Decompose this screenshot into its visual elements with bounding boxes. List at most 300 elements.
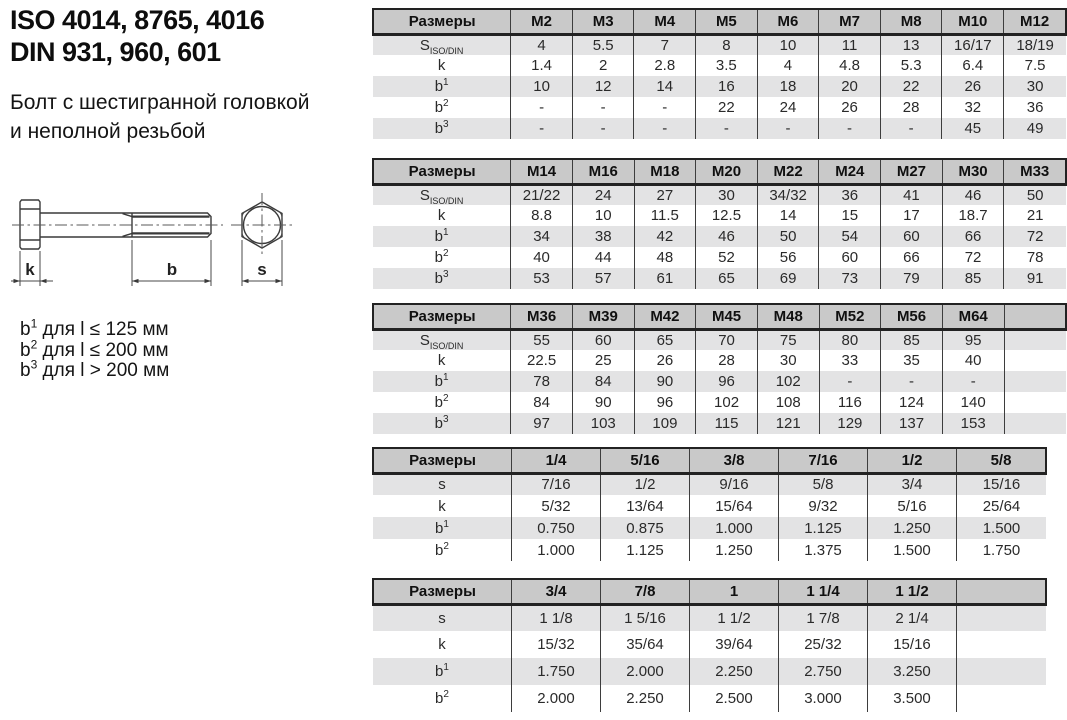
row-label <box>373 34 511 55</box>
value-cell: 40 <box>511 247 573 268</box>
column-header: M8 <box>880 9 942 34</box>
value-cell: 97 <box>511 413 573 434</box>
value-cell: 12 <box>572 76 634 97</box>
value-cell: 2.250 <box>601 685 690 712</box>
column-header: M27 <box>881 159 943 184</box>
value-cell-empty <box>1004 413 1066 434</box>
value-cell: 61 <box>634 268 696 289</box>
value-cell: 2.500 <box>690 685 779 712</box>
value-cell: 1 5/16 <box>601 604 690 631</box>
column-header-empty <box>1004 304 1066 329</box>
value-cell: - <box>634 118 696 139</box>
footnote-superscript: 2 <box>30 337 38 352</box>
value-cell: 60 <box>819 247 881 268</box>
column-header: M45 <box>696 304 758 329</box>
footnote-text: для l ≤ 125 мм <box>37 319 169 340</box>
value-cell-empty <box>957 658 1047 685</box>
value-cell: 24 <box>757 97 819 118</box>
value-cell: 1.000 <box>512 539 601 561</box>
table-row <box>373 473 1046 495</box>
column-header: M48 <box>757 304 819 329</box>
row-label <box>373 631 512 658</box>
value-cell: 14 <box>634 76 696 97</box>
value-cell: 75 <box>757 329 819 350</box>
row-label <box>373 118 511 139</box>
row-label <box>373 392 511 413</box>
value-cell: 1 1/8 <box>512 604 601 631</box>
column-header: M30 <box>942 159 1004 184</box>
value-cell: 1.125 <box>779 517 868 539</box>
column-header: 1/2 <box>868 448 957 473</box>
row-label <box>373 76 511 97</box>
value-cell: 13/64 <box>601 495 690 517</box>
value-cell: 36 <box>1004 97 1066 118</box>
row-label-header: Размеры <box>373 579 512 604</box>
footnote-text: для l ≤ 200 мм <box>37 339 169 361</box>
row-label-superscript: 2 <box>443 689 449 700</box>
column-header: M52 <box>819 304 881 329</box>
footnote-base: b <box>20 360 31 381</box>
value-cell: 1 7/8 <box>779 604 868 631</box>
value-cell: 5/32 <box>512 495 601 517</box>
table-header <box>373 579 1046 604</box>
row-label-base: b <box>435 541 444 559</box>
value-cell: 10 <box>757 34 819 55</box>
column-header: 7/16 <box>779 448 868 473</box>
table-row <box>373 604 1046 631</box>
row-label-superscript: 2 <box>443 98 449 109</box>
table-row <box>373 205 1066 226</box>
row-label <box>373 184 511 205</box>
row-label-base: b <box>434 78 444 95</box>
value-cell: 2.000 <box>601 658 690 685</box>
value-cell: 84 <box>511 392 573 413</box>
dimension-b <box>132 240 211 286</box>
value-cell: 15/64 <box>690 495 779 517</box>
row-label-base: b <box>434 228 443 245</box>
value-cell: 1.125 <box>601 539 690 561</box>
value-cell: 102 <box>757 371 819 392</box>
value-cell: - <box>511 118 573 139</box>
column-header: 1/4 <box>512 448 601 473</box>
value-cell: 46 <box>696 226 758 247</box>
value-cell: 13 <box>880 34 942 55</box>
value-cell: 7/16 <box>512 473 601 495</box>
value-cell-empty <box>1004 392 1066 413</box>
value-cell: - <box>634 97 696 118</box>
column-header-empty <box>957 579 1047 604</box>
dimension-table-metric-m14-m33 <box>372 158 1067 289</box>
row-label-superscript: 3 <box>443 119 449 130</box>
table-body <box>373 329 1066 434</box>
value-cell: 38 <box>572 226 634 247</box>
table-header <box>373 448 1046 473</box>
column-header: M10 <box>942 9 1004 34</box>
value-cell: 73 <box>819 268 881 289</box>
value-cell: 32 <box>942 97 1004 118</box>
value-cell: 52 <box>696 247 758 268</box>
row-label-base: S <box>419 331 430 349</box>
value-cell: 41 <box>881 184 943 205</box>
value-cell: 28 <box>696 350 758 371</box>
bolt-drawing-svg <box>10 184 320 314</box>
value-cell: 116 <box>819 392 881 413</box>
value-cell: - <box>572 97 634 118</box>
value-cell: 42 <box>634 226 696 247</box>
value-cell: 78 <box>1004 247 1066 268</box>
row-label-subscript: ISO/DIN <box>429 195 464 205</box>
table-row <box>373 350 1066 371</box>
value-cell: 5/16 <box>868 495 957 517</box>
value-cell: 46 <box>942 184 1004 205</box>
row-label-base: k <box>437 207 446 224</box>
value-cell: 15/16 <box>957 473 1047 495</box>
dim-b-label: b <box>166 260 178 279</box>
value-cell: 140 <box>942 392 1004 413</box>
value-cell: 26 <box>942 76 1004 97</box>
value-cell: 10 <box>572 205 634 226</box>
table-row <box>373 226 1066 247</box>
table-body <box>373 34 1066 139</box>
value-cell: 49 <box>1004 118 1066 139</box>
value-cell: 1.250 <box>690 539 779 561</box>
value-cell: 25/64 <box>957 495 1047 517</box>
column-header: 1 1/4 <box>779 579 868 604</box>
row-label <box>373 350 511 371</box>
column-header: M24 <box>819 159 881 184</box>
value-cell: 8 <box>696 34 758 55</box>
row-label <box>373 604 512 631</box>
footnote-superscript: 3 <box>30 357 38 372</box>
table-header <box>373 9 1066 34</box>
row-label-superscript: 1 <box>443 372 449 383</box>
value-cell: 11 <box>819 34 881 55</box>
value-cell: 95 <box>942 329 1004 350</box>
row-label <box>373 371 511 392</box>
value-cell: 16/17 <box>942 34 1004 55</box>
row-label-base: b <box>434 120 444 137</box>
row-label-base: b <box>434 249 443 266</box>
value-cell: 70 <box>696 329 758 350</box>
row-label-base: s <box>438 609 446 627</box>
footnote-text: для l > 200 мм <box>37 360 170 381</box>
table-row <box>373 658 1046 685</box>
table-row <box>373 631 1046 658</box>
header-row <box>373 579 1046 604</box>
value-cell: 153 <box>942 413 1004 434</box>
value-cell: 96 <box>696 371 758 392</box>
value-cell: 1 1/2 <box>690 604 779 631</box>
value-cell: 4 <box>511 34 573 55</box>
footnote-b2 <box>20 337 169 362</box>
value-cell: 15/16 <box>868 631 957 658</box>
row-label-base: k <box>437 57 446 74</box>
value-cell: 124 <box>881 392 943 413</box>
value-cell: 7.5 <box>1004 55 1066 76</box>
row-label-header: Размеры <box>373 159 511 184</box>
value-cell: 35 <box>881 350 943 371</box>
value-cell: 129 <box>819 413 881 434</box>
column-header: M39 <box>572 304 634 329</box>
table-row <box>373 184 1066 205</box>
row-label <box>373 413 511 434</box>
thread-length-footnotes <box>20 316 170 382</box>
value-cell: 57 <box>572 268 634 289</box>
value-cell: 90 <box>572 392 634 413</box>
column-header: 7/8 <box>601 579 690 604</box>
value-cell: 18.7 <box>942 205 1004 226</box>
row-label <box>373 658 512 685</box>
value-cell: - <box>880 118 942 139</box>
value-cell: 102 <box>696 392 758 413</box>
value-cell: 115 <box>696 413 758 434</box>
value-cell: 4.8 <box>819 55 881 76</box>
value-cell: 44 <box>572 247 634 268</box>
value-cell: 108 <box>757 392 819 413</box>
value-cell: 34 <box>511 226 573 247</box>
value-cell: 8.8 <box>511 205 573 226</box>
value-cell: 66 <box>942 226 1004 247</box>
value-cell: 9/16 <box>690 473 779 495</box>
table-row <box>373 34 1066 55</box>
value-cell: 6.4 <box>942 55 1004 76</box>
value-cell: 3.250 <box>868 658 957 685</box>
table-row <box>373 413 1066 434</box>
column-header: 3/8 <box>690 448 779 473</box>
bolt-side-view <box>12 200 223 249</box>
header-row <box>373 9 1066 34</box>
value-cell: 90 <box>634 371 696 392</box>
row-label-base: S <box>419 36 430 54</box>
value-cell: 79 <box>881 268 943 289</box>
row-label-base: b <box>434 373 444 390</box>
row-label-superscript: 2 <box>443 393 449 404</box>
table-row <box>373 495 1046 517</box>
header-row <box>373 304 1066 329</box>
value-cell: 50 <box>1004 184 1066 205</box>
value-cell: 3/4 <box>868 473 957 495</box>
row-label-base: k <box>438 636 446 653</box>
row-label-base: b <box>435 690 444 707</box>
row-label <box>373 55 511 76</box>
row-label <box>373 517 512 539</box>
row-label <box>373 329 511 350</box>
table-row <box>373 55 1066 76</box>
value-cell: 1.4 <box>511 55 573 76</box>
row-label-superscript: 2 <box>443 540 449 552</box>
bolt-technical-drawing <box>10 184 320 319</box>
value-cell: 21 <box>1004 205 1066 226</box>
value-cell: - <box>881 371 943 392</box>
value-cell: 78 <box>511 371 573 392</box>
value-cell: 39/64 <box>690 631 779 658</box>
value-cell: 3.5 <box>696 55 758 76</box>
value-cell: 7 <box>634 34 696 55</box>
value-cell: 22 <box>880 76 942 97</box>
value-cell: 103 <box>572 413 634 434</box>
value-cell: 2.250 <box>690 658 779 685</box>
row-label-base: s <box>438 476 446 494</box>
value-cell: 26 <box>634 350 696 371</box>
table-body <box>373 473 1046 561</box>
row-label-base: k <box>437 352 446 369</box>
row-label-base: S <box>419 186 430 204</box>
column-header: 5/16 <box>601 448 690 473</box>
table-row <box>373 247 1066 268</box>
value-cell: 11.5 <box>634 205 696 226</box>
table-row <box>373 97 1066 118</box>
value-cell: 69 <box>757 268 819 289</box>
column-header: M18 <box>634 159 696 184</box>
column-header: M22 <box>757 159 819 184</box>
table-header <box>373 159 1066 184</box>
value-cell-empty <box>1004 371 1066 392</box>
value-cell: 15 <box>819 205 881 226</box>
value-cell: - <box>942 371 1004 392</box>
header-row <box>373 159 1066 184</box>
value-cell: 1.750 <box>512 658 601 685</box>
value-cell: - <box>819 371 881 392</box>
value-cell: 24 <box>572 184 634 205</box>
value-cell: 30 <box>696 184 758 205</box>
value-cell: 30 <box>757 350 819 371</box>
value-cell: - <box>757 118 819 139</box>
table-row <box>373 539 1046 561</box>
column-header: M33 <box>1004 159 1066 184</box>
row-label <box>373 685 512 712</box>
column-header: M14 <box>511 159 573 184</box>
value-cell: 22.5 <box>511 350 573 371</box>
row-label-header: Размеры <box>373 448 512 473</box>
value-cell: 3.000 <box>779 685 868 712</box>
row-label <box>373 226 511 247</box>
value-cell: 96 <box>634 392 696 413</box>
row-label-subscript: ISO/DIN <box>429 45 464 55</box>
value-cell: 85 <box>942 268 1004 289</box>
row-label <box>373 268 511 289</box>
product-name-line1: Болт с шестигранной головкой <box>10 91 310 114</box>
table-header <box>373 304 1066 329</box>
value-cell: 18 <box>757 76 819 97</box>
row-label-base: b <box>434 99 444 116</box>
row-label-superscript: 3 <box>443 414 449 425</box>
value-cell: 35/64 <box>601 631 690 658</box>
value-cell: 65 <box>634 329 696 350</box>
column-header: M5 <box>696 9 758 34</box>
dimension-table-inch-large <box>372 578 1047 712</box>
din-standards-line: DIN 931, 960, 601 <box>10 37 221 67</box>
value-cell: 80 <box>819 329 881 350</box>
table-row <box>373 329 1066 350</box>
value-cell-empty <box>1004 350 1066 371</box>
table-row <box>373 118 1066 139</box>
value-cell: 4 <box>757 55 819 76</box>
value-cell: 25/32 <box>779 631 868 658</box>
header-row <box>373 448 1046 473</box>
table-row <box>373 371 1066 392</box>
column-header: M42 <box>634 304 696 329</box>
value-cell: 60 <box>881 226 943 247</box>
value-cell: - <box>511 97 573 118</box>
value-cell: 20 <box>819 76 881 97</box>
value-cell: 72 <box>942 247 1004 268</box>
value-cell: 1.250 <box>868 517 957 539</box>
value-cell: 3.500 <box>868 685 957 712</box>
table-row <box>373 268 1066 289</box>
value-cell: 2 <box>572 55 634 76</box>
value-cell: 17 <box>881 205 943 226</box>
dimension-table-metric-m36-m64 <box>372 303 1067 434</box>
value-cell: 34/32 <box>757 184 819 205</box>
row-label-superscript: 1 <box>443 518 449 530</box>
table-body <box>373 604 1046 712</box>
value-cell: - <box>819 118 881 139</box>
value-cell: 1.750 <box>957 539 1047 561</box>
column-header: M7 <box>819 9 881 34</box>
value-cell: 33 <box>819 350 881 371</box>
dimension-table-inch-small <box>372 447 1047 561</box>
column-header: M12 <box>1004 9 1066 34</box>
product-name <box>10 88 309 146</box>
dim-s-label: s <box>257 260 267 279</box>
value-cell: 0.750 <box>512 517 601 539</box>
row-label <box>373 247 511 268</box>
value-cell-empty <box>957 631 1047 658</box>
dimension-table-metric-m2-m12 <box>372 8 1067 139</box>
footnote-b1 <box>20 316 169 341</box>
value-cell: 85 <box>881 329 943 350</box>
value-cell: 36 <box>819 184 881 205</box>
value-cell-empty <box>957 604 1047 631</box>
value-cell: 5/8 <box>779 473 868 495</box>
column-header: 5/8 <box>957 448 1047 473</box>
row-label-base: b <box>434 415 444 432</box>
value-cell: 18/19 <box>1004 34 1066 55</box>
value-cell: 30 <box>1004 76 1066 97</box>
column-header: 3/4 <box>512 579 601 604</box>
row-label-superscript: 1 <box>443 662 449 673</box>
value-cell: 137 <box>881 413 943 434</box>
footnote-superscript: 1 <box>30 316 38 331</box>
footnote-base: b <box>20 339 31 361</box>
value-cell: 2.750 <box>779 658 868 685</box>
row-label <box>373 205 511 226</box>
value-cell: 45 <box>942 118 1004 139</box>
value-cell: 53 <box>511 268 573 289</box>
value-cell: 40 <box>942 350 1004 371</box>
standards-title <box>10 4 264 68</box>
column-header: 1 <box>690 579 779 604</box>
row-label-header: Размеры <box>373 304 511 329</box>
value-cell: - <box>696 118 758 139</box>
value-cell: 12.5 <box>696 205 758 226</box>
value-cell-empty <box>957 685 1047 712</box>
value-cell: 91 <box>1004 268 1066 289</box>
value-cell: 1.375 <box>779 539 868 561</box>
value-cell: 109 <box>634 413 696 434</box>
column-header: M2 <box>511 9 573 34</box>
row-label-subscript: ISO/DIN <box>429 340 464 350</box>
row-label <box>373 539 512 561</box>
iso-standards-line: ISO 4014, 8765, 4016 <box>10 5 265 35</box>
value-cell: 1/2 <box>601 473 690 495</box>
value-cell: 65 <box>696 268 758 289</box>
value-cell: 54 <box>819 226 881 247</box>
value-cell: 21/22 <box>511 184 573 205</box>
dim-k-label: k <box>25 260 35 279</box>
value-cell: - <box>572 118 634 139</box>
table-row <box>373 76 1066 97</box>
